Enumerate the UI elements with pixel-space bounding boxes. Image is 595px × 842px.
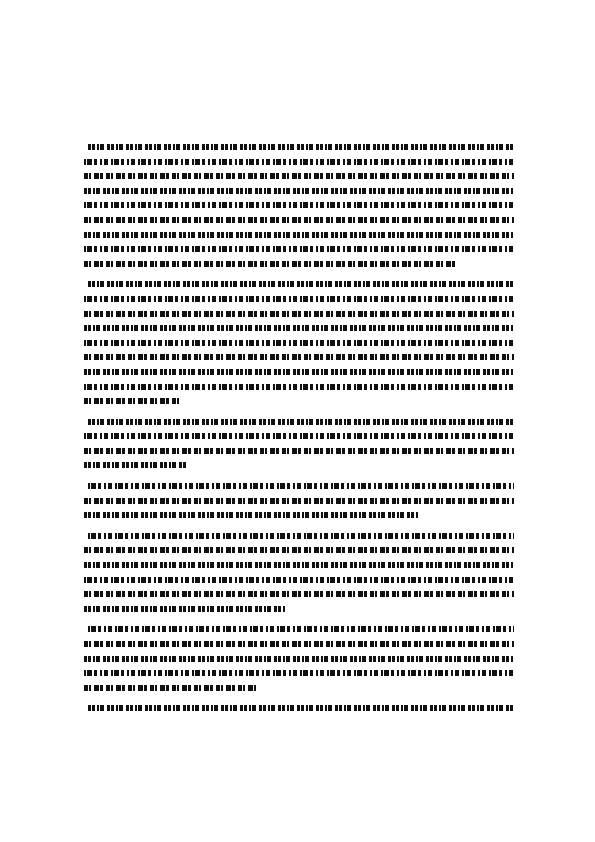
- text-line: [84, 365, 514, 380]
- text-line-glyphs: [84, 670, 514, 676]
- text-line: [84, 543, 514, 558]
- text-line-glyphs: [84, 433, 514, 439]
- text-line-glyphs: [84, 311, 514, 317]
- paragraph: [84, 622, 514, 695]
- text-line: [84, 573, 514, 588]
- text-line: [84, 666, 514, 681]
- text-line: [84, 140, 514, 155]
- text-line: [84, 198, 514, 213]
- text-line: [84, 242, 514, 257]
- text-line: [84, 494, 514, 509]
- text-line-glyphs: [84, 232, 514, 238]
- text-line: [84, 213, 514, 228]
- text-line: [84, 257, 514, 272]
- text-line-glyphs: [84, 547, 514, 553]
- text-line: [84, 380, 514, 395]
- paragraph: [84, 277, 514, 408]
- text-line-glyphs: [88, 144, 514, 150]
- text-line-glyphs: [84, 448, 514, 454]
- text-line-glyphs: [84, 261, 458, 267]
- text-line-glyphs: [84, 462, 187, 468]
- document-header: [84, 100, 514, 128]
- text-line-glyphs: [88, 419, 514, 425]
- text-line: [84, 350, 514, 365]
- text-line: [84, 587, 514, 602]
- text-line-glyphs: [84, 512, 419, 518]
- text-line-glyphs: [84, 159, 514, 165]
- document-body: [84, 140, 514, 722]
- header-line-2: [84, 114, 514, 128]
- text-line-glyphs: [88, 705, 514, 711]
- text-line-glyphs: [84, 202, 514, 208]
- text-line: [84, 307, 514, 322]
- paragraph: [84, 701, 514, 716]
- text-line-glyphs: [88, 281, 514, 287]
- text-line-glyphs: [88, 533, 514, 539]
- text-line: [84, 508, 514, 523]
- text-line-glyphs: [84, 325, 514, 331]
- text-line-glyphs: [88, 483, 514, 489]
- text-line: [84, 652, 514, 667]
- text-line: [84, 415, 514, 430]
- text-line-glyphs: [84, 217, 514, 223]
- paragraph: [84, 140, 514, 271]
- text-line: [84, 336, 514, 351]
- text-line-glyphs: [84, 188, 514, 194]
- paragraph: [84, 479, 514, 523]
- text-line-glyphs: [84, 606, 286, 612]
- text-line-glyphs: [84, 173, 514, 179]
- text-line-glyphs: [84, 577, 514, 583]
- text-line: [84, 622, 514, 637]
- text-line: [84, 602, 514, 617]
- text-line: [84, 321, 514, 336]
- text-line-glyphs: [84, 498, 514, 504]
- text-line-glyphs: [84, 296, 514, 302]
- text-line: [84, 558, 514, 573]
- paragraph: [84, 415, 514, 473]
- text-line: [84, 184, 514, 199]
- text-line: [84, 701, 514, 716]
- text-line: [84, 429, 514, 444]
- text-line-glyphs: [84, 340, 514, 346]
- text-line: [84, 479, 514, 494]
- text-line: [84, 444, 514, 459]
- text-line-glyphs: [84, 641, 514, 647]
- text-line: [84, 458, 514, 473]
- text-line-glyphs: [84, 246, 514, 252]
- text-line: [84, 169, 514, 184]
- text-line-glyphs: [84, 384, 514, 390]
- text-line-glyphs: [84, 591, 514, 597]
- text-line-glyphs: [84, 562, 514, 568]
- text-line-glyphs: [88, 626, 514, 632]
- text-line: [84, 277, 514, 292]
- text-line: [84, 394, 514, 409]
- text-line: [84, 529, 514, 544]
- text-line-glyphs: [84, 369, 514, 375]
- paragraph: [84, 529, 514, 617]
- text-line-glyphs: [84, 685, 256, 691]
- header-line-1: [84, 100, 514, 114]
- text-line-glyphs: [84, 656, 514, 662]
- text-line: [84, 681, 514, 696]
- text-line: [84, 637, 514, 652]
- text-line-glyphs: [84, 354, 514, 360]
- text-line-glyphs: [84, 398, 179, 404]
- text-line: [84, 228, 514, 243]
- text-line: [84, 292, 514, 307]
- text-line: [84, 155, 514, 170]
